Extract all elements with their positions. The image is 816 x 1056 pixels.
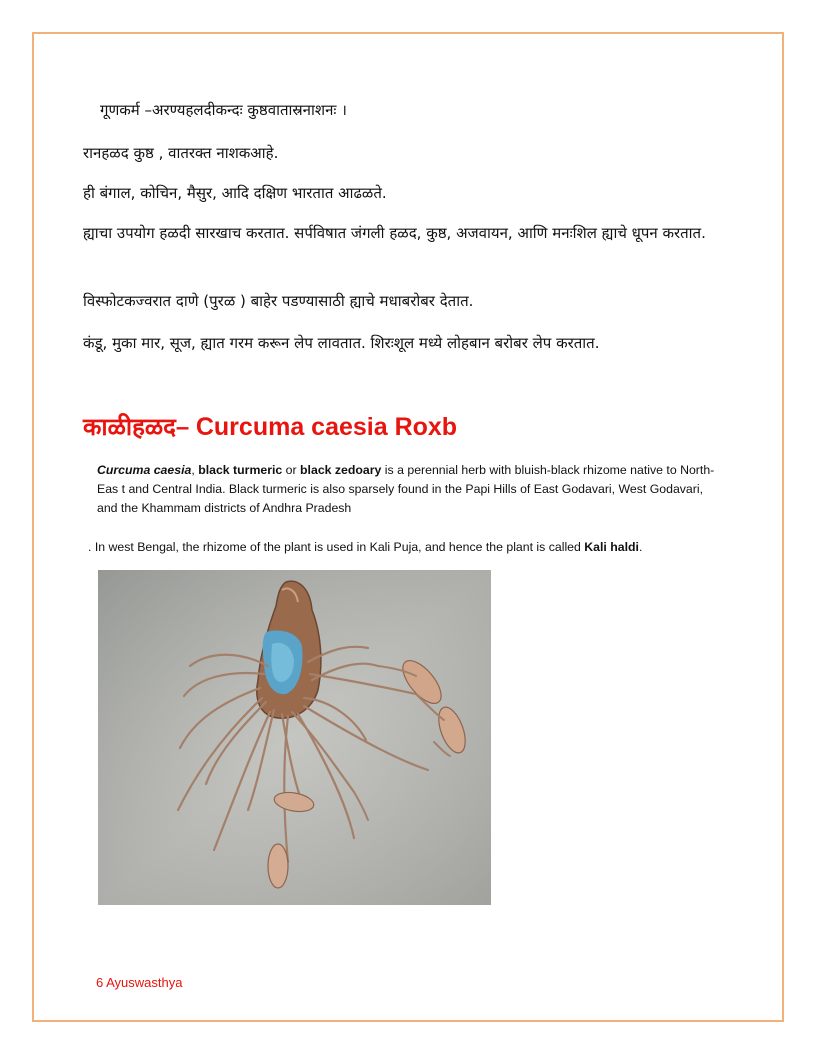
species-name: Curcuma caesia — [97, 463, 192, 477]
separator: , — [191, 463, 199, 477]
page-footer: 6 Ayuswasthya — [96, 975, 183, 990]
sanskrit-verse: गूणकर्म –अरण्यहलदीकन्दः कुष्ठवातास्रनाशनः । — [100, 101, 347, 119]
rhizome-photo — [98, 570, 491, 905]
section-heading — [83, 410, 457, 445]
kali-haldi-term: Kali haldi — [584, 540, 639, 554]
paragraph-3: ह्याचा उपयोग हळदी सारखाच करतात. सर्पविषात जंगली हळद, कुष्ठ, अजवायन, आणि मनःशिल ह्याचे धूपन करतात. — [83, 224, 706, 242]
paragraph-1: रानहळद कुष्ठ , वातरक्त नाशकआहे. — [83, 144, 279, 162]
description-text: is a perennial herb with bluish-black rhizome native to North-Eas t and Central India. Black turmeric is also sparsely found in the Papi Hills of East Godavari, West Godavari, and the Khammam districts of Andhra Pradesh — [97, 463, 715, 515]
common-name-1: black turmeric — [198, 463, 283, 477]
separator: or — [282, 463, 301, 477]
kali-puja-paragraph — [88, 538, 713, 557]
kali-puja-text: . In west Bengal, the rhizome of the plant is used in Kali Puja, and hence the plant is called — [88, 540, 585, 554]
paragraph-4: विस्फोटकज्वरात दाणे (पुरळ ) बाहेर पडण्यासाठी ह्याचे मधाबरोबर देतात. — [83, 292, 474, 310]
description-paragraph — [97, 461, 722, 518]
paragraph-2: ही बंगाल, कोचिन, मैसुर, आदि दक्षिण भारतात आढळते. — [83, 184, 387, 202]
common-name-2: black zedoary — [300, 463, 382, 477]
paragraph-5: कंडू, मुका मार, सूज, ह्यात गरम करून लेप लावतात. शिरःशूल मध्ये लोहबान बरोबर लेप करतात. — [83, 334, 600, 352]
heading-scientific-name: Curcuma caesia Roxb — [195, 413, 458, 441]
heading-marathi: काळीहळद– — [83, 414, 190, 441]
period: . — [638, 540, 643, 554]
